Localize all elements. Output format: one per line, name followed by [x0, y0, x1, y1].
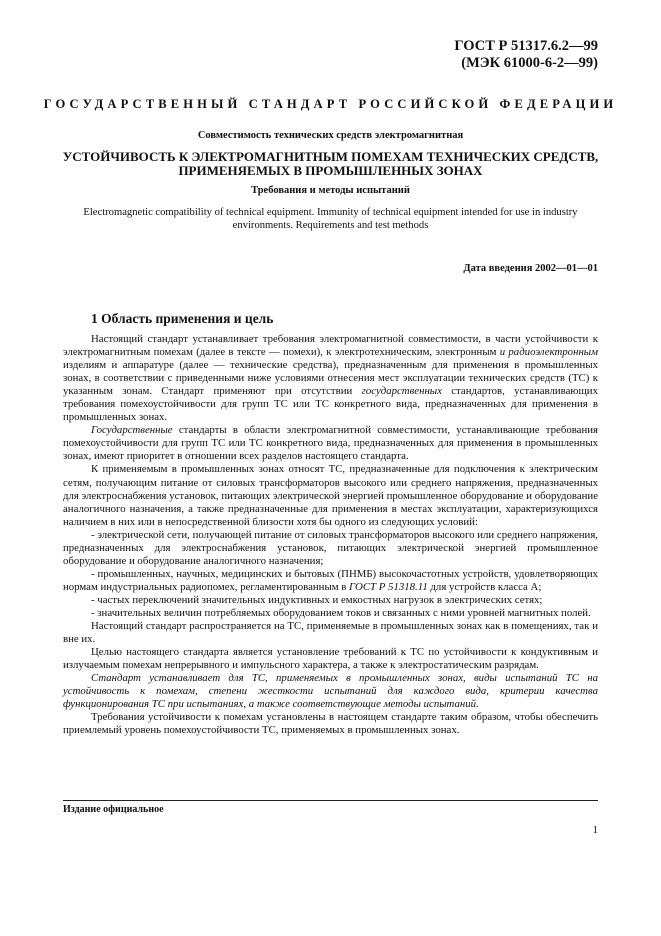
gost-reference-link: ГОСТ Р 51318.11	[349, 580, 428, 593]
body-text	[63, 333, 598, 737]
requirements-title: Требования и методы испытаний	[251, 185, 410, 196]
english-title: Electromagnetic compatibility of technical equipment. Immunity of technical equipment intended for use in industry environments. Requirements and test methods	[83, 207, 578, 231]
edition-label: Издание официальное	[63, 804, 164, 815]
paragraph: Государственные стандарты в области электромагнитной совместимости, устанавливающие требования помехоустойчивости для групп ТС или ТС конкретного вида, предназначенных для применения в промышленных зонах, имеют приоритет в отношении всех разделов настоящего стандарта.	[63, 424, 598, 463]
main-title	[60, 150, 601, 178]
iec-number: (МЭК 61000-6-2—99)	[461, 55, 598, 71]
list-item: - значительных величин потребляемых оборудованием токов и связанных с ними уровней магнитных полей.	[91, 606, 591, 619]
standard-number: ГОСТ Р 51317.6.2—99	[454, 38, 598, 54]
introduction-date: Дата введения 2002—01—01	[463, 263, 598, 274]
paragraph: Настоящий стандарт устанавливает требования электромагнитной совместимости, в части устойчивости к электромагнитным помехам (далее в тексте — помехи), к электротехническим, электронным и радиоэлектронным изделиям и аппаратуре (далее — технические средства), предназначенным для применения в промышленных зонах, в соответствии с приведенными ниже условиями отнесения мест эксплуатации технических средств (ТС) к указанным зонам. Стандарт применяют при отсутствии государственных стандартов, устанавливающих требования помехоустойчивости для групп ТС или ТС конкретного вида, предназначенных для применения в промышленных зонах.	[63, 333, 598, 424]
page-number: 1	[592, 824, 598, 836]
paragraph: Требования устойчивости к помехам установлены в настоящем стандарте таким образом, чтобы обеспечить приемлемый уровень помехоустойчивости ТС, применяемых в промышленных зонах.	[63, 711, 598, 737]
paragraph: Целью настоящего стандарта является установление требований к ТС по устойчивости к кондуктивным и излучаемым помехам непрерывного и импульсного характера, а также к электростатическим разрядам.	[63, 646, 598, 672]
standard-subtitle: Совместимость технических средств электромагнитная	[197, 130, 464, 141]
section-heading: 1 Область применения и цель	[91, 311, 274, 326]
paragraph: К применяемым в промышленных зонах относят ТС, предназначенные для подключения к электрическим сетям, получающим питание от силовых трансформаторов высокого или среднего напряжения, предназначенных для электроснабжения установок, питающих электрической энергией промышленное оборудование и оборудование аналогичного назначения, а также предназначенные для применения в местах эксплуатации, характеризующихся наличием в них или в непосредственной близости хотя бы одного из следующих условий:	[63, 463, 598, 528]
footer-divider	[63, 800, 598, 801]
list-item: - электрической сети, получающей питание от силовых трансформаторов высокого или среднего напряжения, предназначенных для электроснабжения установок, питающих электрической энергией промышленное оборудование и оборудование аналогичного назначения;	[63, 528, 598, 567]
list-item: - промышленных, научных, медицинских и бытовых (ПНМБ) высокочастотных устройств, удовлетворяющих нормам индустриальных радиопомех, регламентированным в ГОСТ Р 51318.11 для устройств класса А;	[63, 567, 598, 593]
paragraph: Настоящий стандарт распространяется на ТС, применяемые в промышленных зонах как в помещениях, так и вне их.	[63, 620, 598, 646]
standard-designation	[420, 38, 598, 72]
main-title-line: ПРИМЕНЯЕМЫХ В ПРОМЫШЛЕННЫХ ЗОНАХ	[178, 163, 483, 178]
state-standard-title: ГОСУДАРСТВЕННЫЙ СТАНДАРТ РОССИЙСКОЙ ФЕДЕРАЦИИ	[43, 97, 618, 111]
main-title-line: УСТОЙЧИВОСТЬ К ЭЛЕКТРОМАГНИТНЫМ ПОМЕХАМ ТЕХНИЧЕСКИХ СРЕДСТВ,	[62, 149, 599, 164]
paragraph: Стандарт устанавливает для ТС, применяемых в промышленных зонах, виды испытаний ТС на устойчивость к помехам, степени жесткости испытаний для каждого вида, критерии качества функционирования ТС при испытаниях, а также соответствующие методы испытаний.	[63, 672, 598, 711]
list-item: - частых переключений значительных индуктивных и емкостных нагрузок в электрических сетях;	[91, 593, 543, 606]
